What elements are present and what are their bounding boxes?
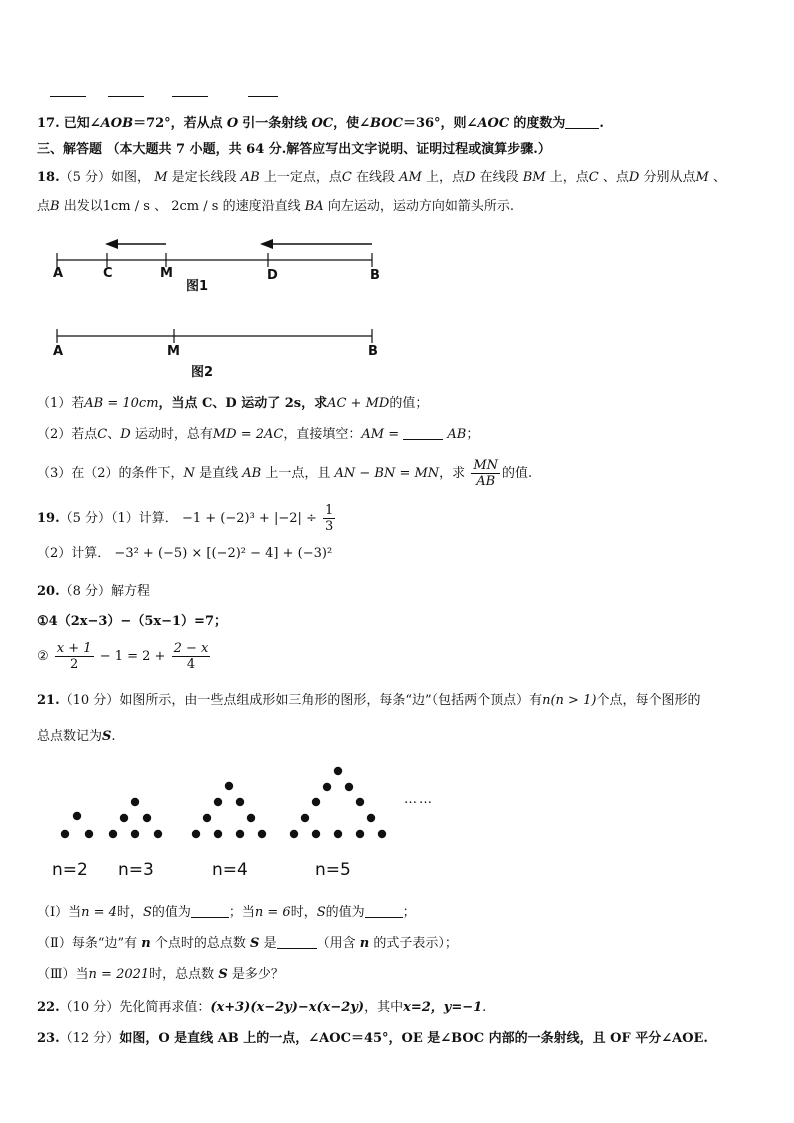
- q18-text: 出发以: [63, 199, 103, 214]
- q20-e2-denominator-2: 4: [186, 657, 196, 672]
- q18-point-c: C: [97, 427, 108, 442]
- q18-p3-condition: AN − BN = MN: [334, 466, 440, 481]
- q20-e2-denominator-1: 2: [70, 657, 79, 672]
- q21-condition: n(n > 1): [542, 693, 597, 708]
- q20-title: 解方程: [111, 584, 151, 599]
- q18-number: 18.: [37, 170, 60, 185]
- dot: [236, 830, 244, 838]
- q18-point-c: C: [588, 170, 599, 185]
- q21-p3-text: 是多少？: [231, 967, 284, 982]
- q17-value-36: ＝36°: [402, 116, 441, 131]
- q21-p2-blank[interactable]: [277, 936, 317, 949]
- q17-text: 的度数为: [513, 116, 566, 131]
- dot: [247, 814, 255, 822]
- fig2-label-a: A: [53, 344, 64, 359]
- q21-p2-text: 的式子表示）；: [373, 936, 458, 951]
- q20-number: 20.: [37, 584, 60, 599]
- q22-y: y=−1: [443, 1000, 483, 1015]
- q18-text: 、: [154, 199, 168, 214]
- q21-s: S: [218, 967, 228, 982]
- q22-number: 22.: [37, 1000, 60, 1015]
- q18-p2-text: ；: [466, 427, 480, 442]
- n-label-2: n=2: [52, 860, 88, 880]
- q18-p1-condition: AB = 10cm: [84, 396, 159, 411]
- dot: [120, 814, 128, 822]
- q22-text: ，其中: [364, 1000, 404, 1015]
- dot: [345, 783, 353, 791]
- n-label-5: n=5: [315, 860, 351, 880]
- q21-p2-text: 是: [263, 936, 277, 951]
- fig1-label-b: B: [370, 268, 380, 283]
- q18-point-d: D: [628, 170, 640, 185]
- dot: [334, 767, 342, 775]
- dot: [85, 830, 93, 838]
- q19-score: （5 分）: [59, 511, 112, 526]
- dot: [301, 814, 309, 822]
- q18-text: 在线段: [356, 170, 396, 185]
- q20-e2-numerator-1: x + 1: [56, 641, 92, 656]
- dot: [131, 830, 139, 838]
- q21-p1-text: 的值为: [325, 905, 365, 920]
- fig1-label-m: M: [160, 266, 173, 281]
- q23-text: 如图，O 是直线 AB 上的一点，∠AOC＝45°，OE 是∠BOC 内部的一条射线，且 OF 平分∠AOE.: [119, 1031, 708, 1046]
- q21-s: S: [316, 905, 326, 920]
- dot: [312, 798, 320, 806]
- q18-p3-text: 上一点，且: [265, 466, 331, 481]
- q20-score: （8 分）: [59, 584, 112, 599]
- q18-speed-1: 1cm / s: [102, 199, 150, 214]
- dot: [203, 814, 211, 822]
- q22-text: 先化简再求值：: [119, 1000, 211, 1015]
- q18-p3-text: ，求: [439, 466, 466, 481]
- q17-ray-oc: OC: [311, 116, 334, 131]
- dot: [214, 798, 222, 806]
- q18-p3-text: （3）在（2）的条件下，: [37, 466, 184, 481]
- dot: [258, 830, 266, 838]
- dot: [214, 830, 222, 838]
- q21-text: 如图所示，由一些点组成形如三角形的图形，每条“边”（包括两个顶点）有: [119, 693, 543, 708]
- q17-text: 引一条射线: [242, 116, 308, 131]
- q19-p1-label: （1）计算．: [111, 511, 178, 526]
- q18-p1-text: 的值；: [389, 396, 429, 411]
- q21-s: S: [102, 729, 112, 744]
- q18-p2-text: （2）若点: [37, 427, 98, 442]
- q17-text: ，则∠: [440, 116, 478, 131]
- q23-score: （12 分）: [59, 1031, 120, 1046]
- q21-p1-text: （Ⅰ）当: [37, 905, 82, 920]
- q21-part-2: [37, 936, 458, 952]
- dot: [356, 798, 364, 806]
- dot: [290, 830, 298, 838]
- q19-p1-expression: −1 + (−2)³ + |−2| ÷: [181, 511, 317, 526]
- q18-point-d: D: [120, 427, 131, 442]
- dot: [378, 830, 386, 838]
- q17-value-72: ＝72°: [133, 116, 171, 131]
- fig2-caption: 图2: [191, 365, 214, 380]
- dot: [334, 830, 342, 838]
- q22-expression: (x+3)(x−2y)−x(x−2y): [210, 1000, 365, 1015]
- dot: [225, 782, 233, 790]
- dot: [109, 830, 117, 838]
- q21-s: S: [142, 905, 152, 920]
- q18-text: 向左运动，运动方向如箭头所示.: [327, 199, 514, 214]
- q18-p3-numerator: MN: [473, 458, 499, 473]
- q20-e2-mark: ②: [37, 649, 49, 664]
- q17-text: 已知∠: [63, 116, 101, 131]
- q21-part-1: [37, 905, 416, 921]
- q17-point-o: O: [226, 116, 239, 131]
- dot: [312, 830, 320, 838]
- q18-point-m: M: [695, 170, 709, 185]
- q18-p1-expression: AC + MD: [327, 396, 390, 411]
- q18-segment-ab: AB: [242, 466, 262, 481]
- q18-p3-denominator: AB: [476, 474, 496, 489]
- q18-segment-bm: BM: [522, 170, 546, 185]
- q21-text: 个点，每个图形的: [596, 693, 701, 708]
- dot-figure-ellipsis: ……: [404, 792, 434, 807]
- q18-text: 、: [712, 170, 726, 185]
- fig1-label-d: D: [267, 268, 278, 283]
- q19-p2-label: （2）计算．: [37, 546, 111, 561]
- q18-text: 如图，: [111, 170, 151, 185]
- q22-end: .: [482, 1000, 487, 1015]
- question-22: [37, 1000, 486, 1016]
- q18-text: 在线段: [479, 170, 519, 185]
- fig1-label-a: A: [53, 266, 64, 281]
- q21-p2-text: 个点时的总点数: [154, 936, 246, 951]
- q19-p2-expression: −3² + (−5) × [(−2)² − 4] + (−3)²: [114, 546, 333, 561]
- q18-point-d: D: [465, 170, 476, 185]
- q21-p2-text: （Ⅱ）每条“边”有: [37, 936, 138, 951]
- q17-text: ，若从点: [170, 116, 223, 131]
- dot: [323, 783, 331, 791]
- q18-p3-text: 的值.: [502, 466, 533, 481]
- q17-angle-aoc: AOC: [477, 116, 510, 131]
- dot: [154, 830, 162, 838]
- q18-p3-text: 是直线: [199, 466, 239, 481]
- q22-x: x=2，: [403, 1000, 444, 1015]
- q18-p2-condition: MD = 2AC: [212, 427, 284, 442]
- q21-p1-text: ；当: [228, 905, 255, 920]
- q18-p2-ab: AB: [447, 427, 467, 442]
- q21-p2-n: n: [359, 936, 370, 951]
- n-label-3: n=3: [118, 860, 154, 880]
- dot: [73, 812, 81, 820]
- q21-p3-text: 时，总点数: [149, 967, 215, 982]
- dot: [367, 814, 375, 822]
- dot: [61, 830, 69, 838]
- q18-point-b: B: [50, 199, 60, 214]
- q18-text: 上，点: [426, 170, 466, 185]
- q18-text: 分别从点: [643, 170, 696, 185]
- q18-segment-am: AM: [399, 170, 422, 185]
- question-23: [37, 1031, 708, 1047]
- q21-p1-text: 的值为: [151, 905, 191, 920]
- q23-number: 23.: [37, 1031, 60, 1046]
- q18-segment-ab: AB: [240, 170, 260, 185]
- fig1-label-c: C: [103, 266, 113, 281]
- q21-p1-text: 时，: [116, 905, 143, 920]
- q21-p2-n: n: [141, 936, 151, 951]
- q21-p1-n6: n = 6: [254, 905, 291, 920]
- q18-score: （5 分）: [59, 170, 112, 185]
- q17-angle-boc: BOC: [370, 116, 403, 131]
- n-label-4: n=4: [212, 860, 248, 880]
- q18-p1-text: （1）若: [37, 396, 85, 411]
- q18-text: 的速度沿直线: [222, 199, 301, 214]
- q17-number: 17.: [37, 116, 60, 131]
- q18-text: 、点: [602, 170, 629, 185]
- q21-p1-text: ；: [402, 905, 416, 920]
- q18-p2-text: 、: [107, 427, 121, 442]
- dot: [236, 798, 244, 806]
- q18-p1-text: ，当点 C、D 运动了 2s，求: [158, 396, 328, 411]
- q18-p2-am: AM =: [361, 427, 400, 442]
- q18-text: 是定长线段: [171, 170, 237, 185]
- dot: [131, 798, 139, 806]
- q21-p1-text: 时，: [290, 905, 317, 920]
- q19-p1-numerator: 1: [325, 503, 334, 518]
- q18-text: 点: [37, 199, 51, 214]
- q21-p1-blank-2[interactable]: [365, 905, 403, 918]
- q21-text: 总点数记为: [37, 729, 103, 744]
- dot: [192, 830, 200, 838]
- dot: [356, 830, 364, 838]
- q21-p3-text: （Ⅲ）当: [37, 967, 89, 982]
- q20-e2-numerator-2: 2 − x: [173, 641, 209, 656]
- q22-score: （10 分）: [59, 1000, 120, 1015]
- q21-p3-n: n = 2021: [88, 967, 150, 982]
- q18-text: 上，点: [549, 170, 589, 185]
- q18-text: 上一定点，点: [263, 170, 342, 185]
- q21-p1-n4: n = 4: [81, 905, 117, 920]
- q18-line-ba: BA: [304, 199, 324, 214]
- q21-part-3: [37, 967, 284, 983]
- q18-p3-point-n: N: [183, 466, 195, 481]
- q21-score: （10 分）: [59, 693, 120, 708]
- q17-text: ，使∠: [333, 116, 371, 131]
- q18-p2-text: ，直接填空：: [283, 427, 362, 442]
- q18-p2-text: 运动时，总有: [134, 427, 213, 442]
- q21-p2-text: （用含: [316, 936, 356, 951]
- q17-end: .: [599, 116, 604, 131]
- q20-e2-middle: − 1 = 2 +: [99, 649, 166, 664]
- q21-s: S: [250, 936, 260, 951]
- q20-equation-1: ①4（2x−3）−（5x−1）=7；: [37, 614, 227, 629]
- q18-point-m: M: [154, 170, 168, 185]
- q18-speed-2: 2cm / s: [171, 199, 219, 214]
- fig2-label-b: B: [368, 344, 378, 359]
- dot: [143, 814, 151, 822]
- section-3-heading: 三、解答题 （本大题共 7 小题，共 64 分.解答应写出文字说明、证明过程或演算步骤.）: [37, 142, 551, 157]
- fig2-label-m: M: [167, 344, 180, 359]
- q19-p1-denominator: 3: [325, 519, 334, 534]
- q18-point-c: C: [341, 170, 352, 185]
- q17-angle-aob: AOB: [100, 116, 134, 131]
- fig1-caption: 图1: [186, 279, 209, 294]
- q21-p1-blank-1[interactable]: [191, 905, 229, 918]
- q19-number: 19.: [37, 511, 60, 526]
- q21-text: .: [111, 729, 116, 744]
- q21-number: 21.: [37, 693, 60, 708]
